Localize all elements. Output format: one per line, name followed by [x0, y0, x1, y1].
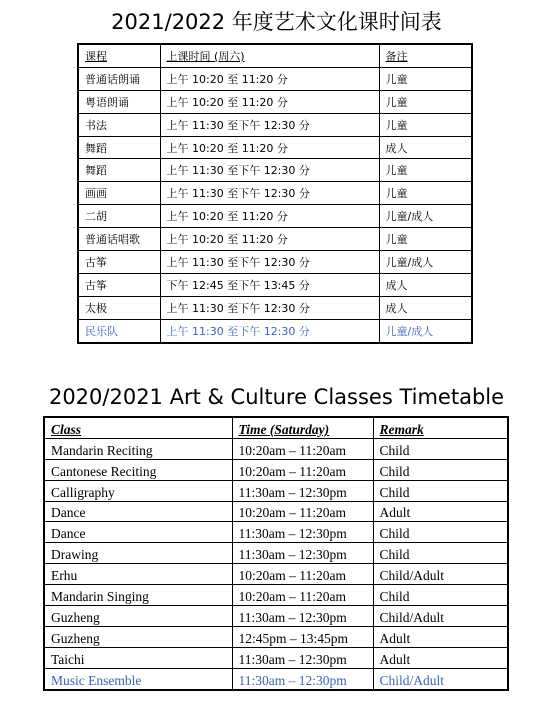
- cell-class: Mandarin Singing: [44, 585, 232, 606]
- table-row: [78, 273, 472, 296]
- cell-remark: Child: [373, 585, 508, 606]
- cell-remark: 成人: [379, 273, 472, 296]
- cell-remark: 成人: [379, 296, 472, 319]
- page-title-chinese: 2021/2022 年度艺术文化课时间表: [111, 10, 442, 34]
- cell-remark: 儿童/成人: [379, 205, 472, 228]
- cell-time: 11:30am – 12:30pm: [232, 668, 373, 689]
- cell-time: 上午 10:20 至 11:20 分: [160, 136, 379, 159]
- cell-remark: 儿童: [379, 182, 472, 205]
- cell-time: 上午 10:20 至 11:20 分: [160, 205, 379, 228]
- header-label-class: Class: [51, 421, 82, 437]
- cell-class: 二胡: [78, 205, 160, 228]
- cell-class: 古筝: [78, 251, 160, 274]
- cell-remark: 儿童: [379, 228, 472, 251]
- table-row: [78, 67, 472, 90]
- cell-remark: Adult: [373, 647, 508, 668]
- cell-remark: 儿童: [379, 67, 472, 90]
- cell-class: Guzheng: [44, 606, 232, 627]
- cell-time: 上午 11:30 至下午 12:30 分: [160, 159, 379, 182]
- table-row: [44, 501, 508, 522]
- cell-time: 上午 10:20 至 11:20 分: [160, 67, 379, 90]
- table-row: [44, 668, 508, 689]
- cell-class: Dance: [44, 501, 232, 522]
- table-row: [78, 228, 472, 251]
- cell-time: 上午 10:20 至 11:20 分: [160, 228, 379, 251]
- table-row: [44, 606, 508, 627]
- header-cell-time: [232, 417, 373, 438]
- table-row: [78, 182, 472, 205]
- cell-class: 普通话朗诵: [78, 67, 160, 90]
- cell-time: 下午 12:45 至下午 13:45 分: [160, 273, 379, 296]
- cell-time: 11:30am – 12:30pm: [232, 480, 373, 501]
- table-row: [78, 113, 472, 136]
- cell-remark: Child/Adult: [373, 564, 508, 585]
- header-label-remark: Remark: [379, 421, 424, 437]
- cell-class: Erhu: [44, 564, 232, 585]
- table-row: [78, 136, 472, 159]
- cell-time: 10:20am – 11:20am: [232, 564, 373, 585]
- cell-remark: 儿童: [379, 113, 472, 136]
- cell-remark: Child: [373, 459, 508, 480]
- cell-class: Dance: [44, 522, 232, 543]
- cell-class: Cantonese Reciting: [44, 459, 232, 480]
- header-cell-remark: [373, 417, 508, 438]
- table-row: [44, 522, 508, 543]
- cell-remark: Child/Adult: [373, 668, 508, 689]
- cell-time: 10:20am – 11:20am: [232, 438, 373, 459]
- cell-remark: Adult: [373, 626, 508, 647]
- cell-time: 11:30am – 12:30pm: [232, 522, 373, 543]
- cell-remark: Child: [373, 438, 508, 459]
- cell-class: 粤语朗诵: [78, 90, 160, 113]
- cell-time: 上午 11:30 至下午 12:30 分: [160, 296, 379, 319]
- table-header-row: [44, 417, 508, 438]
- table-row: [78, 159, 472, 182]
- table-row: [44, 459, 508, 480]
- cell-time: 上午 11:30 至下午 12:30 分: [160, 319, 379, 342]
- cell-remark: 儿童/成人: [379, 251, 472, 274]
- header-label-time: Time (Saturday): [238, 421, 330, 437]
- table-row: [44, 626, 508, 647]
- cell-time: 10:20am – 11:20am: [232, 501, 373, 522]
- table-row: [78, 90, 472, 113]
- cell-class: 民乐队: [78, 319, 160, 342]
- header-label-class: 课程: [85, 49, 107, 63]
- cell-class: Guzheng: [44, 626, 232, 647]
- timetable-english: [43, 416, 509, 691]
- cell-time: 11:30am – 12:30pm: [232, 647, 373, 668]
- cell-time: 10:20am – 11:20am: [232, 585, 373, 606]
- table-row: [44, 585, 508, 606]
- header-cell-remark: [379, 44, 472, 67]
- cell-class: 舞蹈: [78, 136, 160, 159]
- header-cell-class: [78, 44, 160, 67]
- cell-remark: 儿童: [379, 90, 472, 113]
- cell-class: Drawing: [44, 543, 232, 564]
- cell-remark: Child: [373, 543, 508, 564]
- timetable-chinese: [77, 43, 473, 344]
- table-header-row: [78, 44, 472, 67]
- cell-time: 12:45pm – 13:45pm: [232, 626, 373, 647]
- cell-remark: 儿童: [379, 159, 472, 182]
- cell-remark: Child/Adult: [373, 606, 508, 627]
- cell-class: Taichi: [44, 647, 232, 668]
- cell-remark: Child: [373, 480, 508, 501]
- cell-remark: 成人: [379, 136, 472, 159]
- cell-class: Mandarin Reciting: [44, 438, 232, 459]
- header-label-time: 上课时间 (周六): [166, 49, 245, 63]
- table-row: [78, 296, 472, 319]
- cell-remark: Adult: [373, 501, 508, 522]
- table-row: [44, 480, 508, 501]
- cell-remark: 儿童/成人: [379, 319, 472, 342]
- cell-time: 上午 11:30 至下午 12:30 分: [160, 113, 379, 136]
- cell-time: 上午 11:30 至下午 12:30 分: [160, 182, 379, 205]
- cell-class: Calligraphy: [44, 480, 232, 501]
- cell-class: 舞蹈: [78, 159, 160, 182]
- cell-class: 画画: [78, 182, 160, 205]
- cell-time: 11:30am – 12:30pm: [232, 606, 373, 627]
- table-row: [78, 251, 472, 274]
- table-row: [78, 319, 472, 342]
- cell-time: 上午 11:30 至下午 12:30 分: [160, 251, 379, 274]
- cell-class: 书法: [78, 113, 160, 136]
- cell-remark: Child: [373, 522, 508, 543]
- table-row: [78, 205, 472, 228]
- cell-class: Music Ensemble: [44, 668, 232, 689]
- cell-class: 太极: [78, 296, 160, 319]
- cell-class: 古筝: [78, 273, 160, 296]
- cell-time: 10:20am – 11:20am: [232, 459, 373, 480]
- cell-time: 上午 10:20 至 11:20 分: [160, 90, 379, 113]
- page-title-english: 2020/2021 Art & Culture Classes Timetable: [48, 385, 505, 409]
- table-row: [44, 543, 508, 564]
- table-row: [44, 647, 508, 668]
- header-cell-class: [44, 417, 232, 438]
- cell-class: 普通话唱歌: [78, 228, 160, 251]
- header-cell-time: [160, 44, 379, 67]
- header-label-remark: 备注: [385, 49, 408, 63]
- cell-time: 11:30am – 12:30pm: [232, 543, 373, 564]
- table-row: [44, 564, 508, 585]
- table-row: [44, 438, 508, 459]
